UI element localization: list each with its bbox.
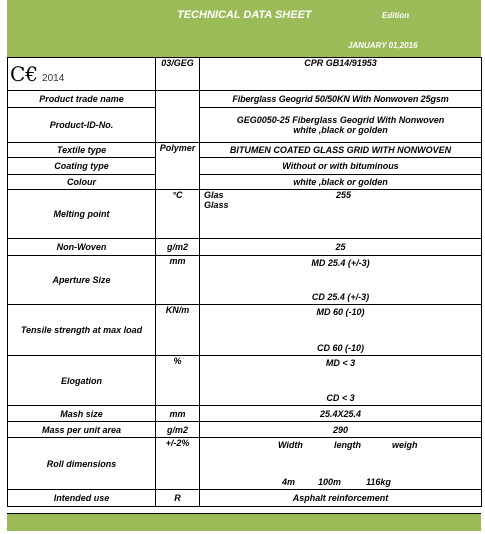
roll-width-label: Width: [278, 440, 303, 450]
sheet-title: TECHNICAL DATA SHEET: [177, 9, 312, 21]
row-label: Product trade name: [8, 91, 156, 108]
row-unit: mm: [156, 256, 200, 305]
elongation-md: MD < 3: [325, 358, 356, 368]
row-unit: KN/m: [156, 305, 200, 356]
melting-material-1: Glas: [204, 190, 224, 200]
row-unit: g/m2: [156, 239, 200, 256]
table-row: [8, 175, 482, 190]
aperture-cd: CD 25.4 (+/-3): [311, 292, 370, 302]
table-row: [8, 158, 482, 175]
row-unit: Polymer: [156, 143, 200, 190]
melting-value-1: 255: [336, 190, 352, 200]
row-label: Elogation: [8, 356, 156, 406]
row-label: Textile type: [8, 143, 156, 158]
table-row: [8, 305, 482, 356]
row-label: Mash size: [8, 406, 156, 422]
product-id-line2: white ,black or golden: [293, 125, 388, 135]
row-label: Product-ID-No.: [8, 108, 156, 143]
table-row: [8, 422, 482, 438]
spec-table: [7, 57, 482, 507]
aperture-md: MD 25.4 (+/-3): [311, 258, 370, 268]
sheet-footer: [7, 513, 481, 531]
table-row: [8, 91, 482, 108]
melting-material-2: Glass: [204, 200, 229, 210]
row-value: white ,black or golden: [200, 175, 482, 190]
row-value: Asphalt reinforcement: [200, 490, 482, 507]
ce-row: [8, 58, 482, 91]
roll-length-label: length: [334, 440, 361, 450]
row-unit: %: [156, 356, 200, 406]
ce-year: 2014: [42, 73, 65, 85]
row-label: Roll dimensions: [8, 438, 156, 490]
data-sheet: [7, 0, 481, 530]
row-value: [200, 256, 482, 305]
row-label: Non-Woven: [8, 239, 156, 256]
edition-label: Edition: [382, 11, 410, 20]
roll-weight-value: 116kg: [366, 477, 391, 487]
row-unit: R: [156, 490, 200, 507]
row-unit: +/-2%: [156, 438, 200, 490]
row-value: [200, 190, 482, 239]
row-value: Fiberglass Geogrid 50/50KN With Nonwoven 25gsm: [200, 91, 482, 108]
row-label: Aperture Size: [8, 256, 156, 305]
table-row: [8, 239, 482, 256]
roll-length-value: 100m: [318, 477, 342, 487]
row-value: [200, 356, 482, 406]
row-label: Colour: [8, 175, 156, 190]
product-id-line1: GEG0050-25 Fiberglass Geogrid With Nonwoven: [236, 115, 445, 125]
row-label: Coating type: [8, 158, 156, 175]
row-value: [200, 108, 482, 143]
row-unit: °C: [156, 190, 200, 239]
table-row: [8, 143, 482, 158]
roll-width-value: 4m: [282, 477, 296, 487]
table-row: [8, 490, 482, 507]
tensile-cd: CD 60 (-10): [316, 343, 364, 353]
table-row: [8, 406, 482, 422]
cpr-number: CPR GB14/91953: [200, 58, 482, 91]
row-value: 290: [200, 422, 482, 438]
tensile-md: MD 60 (-10): [316, 307, 365, 317]
row-value: [200, 305, 482, 356]
table-row: [8, 356, 482, 406]
table-row: [8, 256, 482, 305]
row-label: Mass per unit area: [8, 422, 156, 438]
row-label: Melting point: [8, 190, 156, 239]
sheet-header: [7, 0, 481, 57]
row-value: Without or with bituminous: [200, 158, 482, 175]
row-value: 25.4X25.4: [200, 406, 482, 422]
unit-cell: [156, 91, 200, 143]
roll-weight-label: weigh: [392, 440, 418, 450]
row-unit: g/m2: [156, 422, 200, 438]
row-unit: mm: [156, 406, 200, 422]
table-row: [8, 108, 482, 143]
ce-code: 03/GEG: [156, 58, 200, 91]
row-value: [200, 438, 482, 490]
row-value: 25: [200, 239, 482, 256]
table-row: [8, 438, 482, 490]
elongation-cd: CD < 3: [326, 393, 355, 403]
row-value: BITUMEN COATED GLASS GRID WITH NONWOVEN: [200, 143, 482, 158]
ce-cell: [8, 58, 156, 91]
edition-date: JANUARY 01,2016: [348, 41, 418, 50]
table-row: [8, 190, 482, 239]
ce-mark-icon: C€: [10, 62, 39, 86]
row-label: Tensile strength at max load: [8, 305, 156, 356]
row-label: Intended use: [8, 490, 156, 507]
